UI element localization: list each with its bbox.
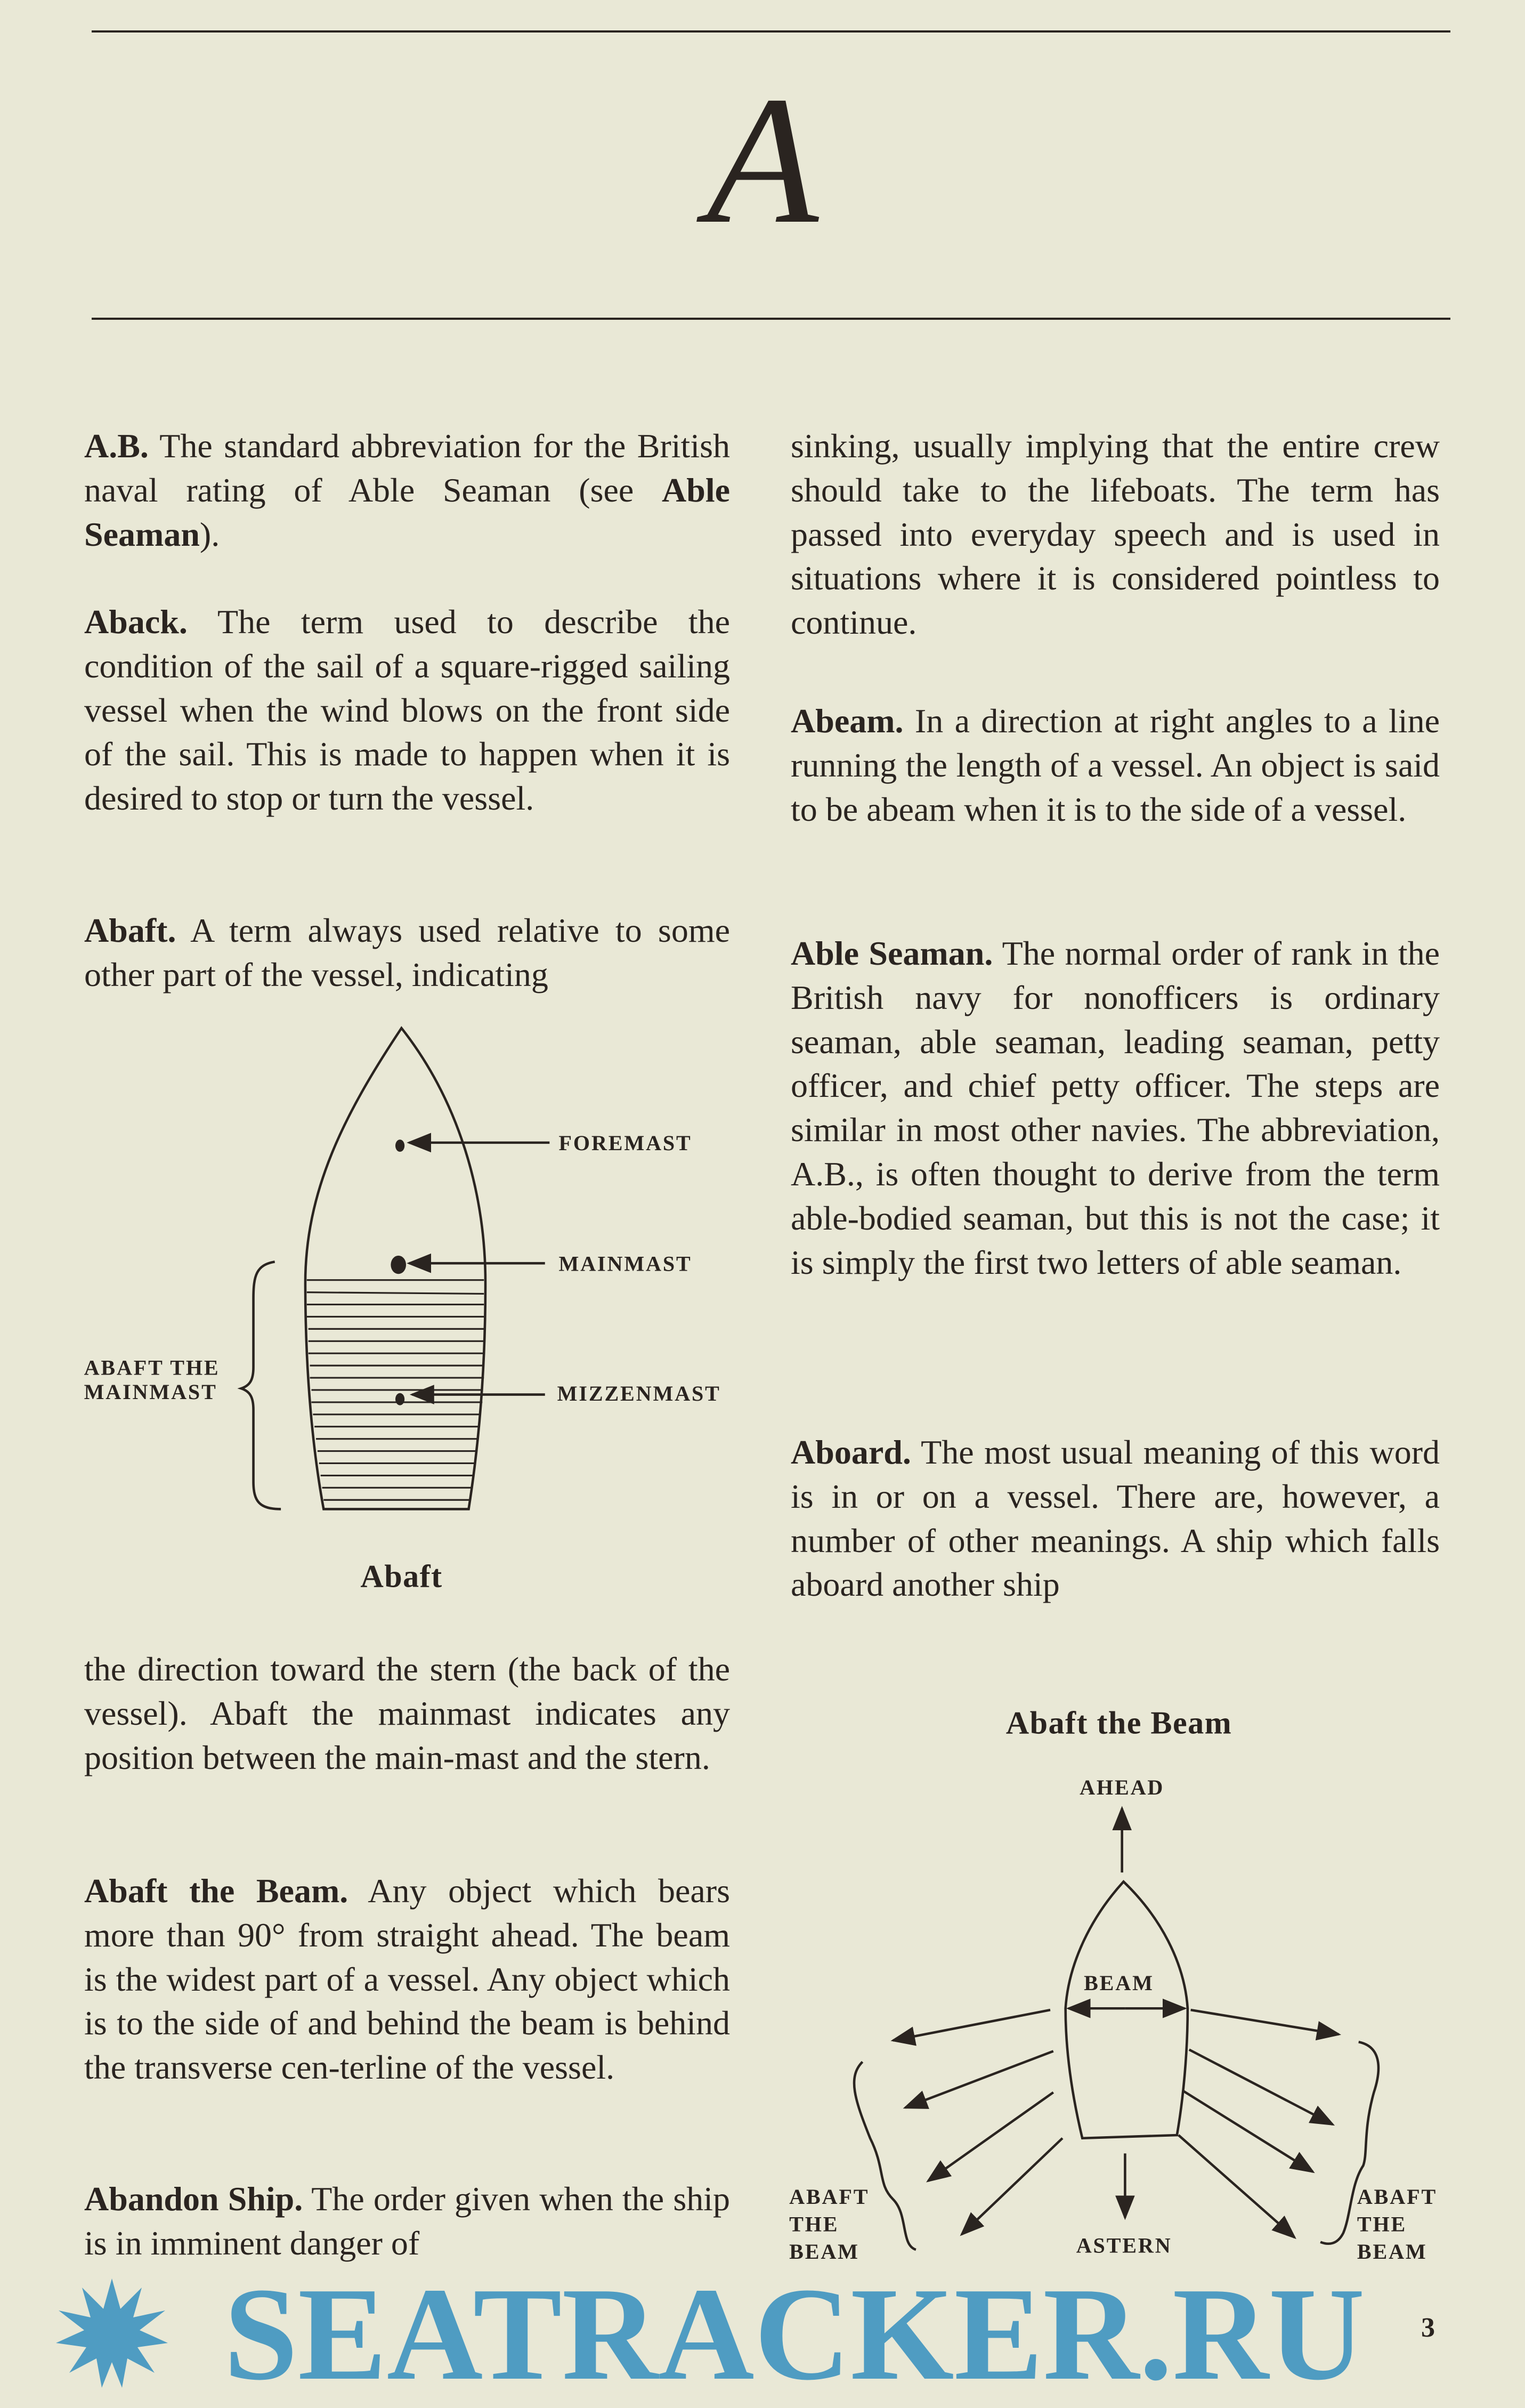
entry-term: Aboard. xyxy=(791,1433,911,1471)
beam-hull-outline xyxy=(1066,1881,1188,2138)
entry-text: The standard abbreviation for the British naval rating of Able Seaman (see xyxy=(84,427,730,509)
entry-ab xyxy=(84,424,730,556)
entry-reference: Able Seaman xyxy=(84,471,730,553)
watermark-logo: SEATRACKER.RU xyxy=(224,2260,1365,2408)
label-ahead: AHEAD xyxy=(1080,1775,1165,1800)
section-letter: A xyxy=(706,59,819,262)
entry-text: The order given when the ship is in imminent danger of xyxy=(84,2180,731,2262)
label-beam-right: BEAM xyxy=(1357,2240,1427,2264)
entry-text: the direction toward the stern (the back of the vessel). Abaft the mainmast indicates any position between the main-mast and the stern. xyxy=(84,1650,730,1776)
entry-text: The normal order of rank in the British navy for nonofficers is ordinary seaman, able seaman, leading seaman, petty officer, and chief petty officer. The steps are similar in most other navies. The abbreviation, A.B., is often thought to derive from the term able-bodied seaman, but this is not the case; it is simply the first two letters of able seaman. xyxy=(791,934,1440,1281)
top-rule xyxy=(92,30,1450,33)
label-the-left: THE xyxy=(789,2212,839,2236)
entry-term: Abaft the Beam. xyxy=(84,1872,348,1910)
entry-term: Able Seaman. xyxy=(791,934,993,972)
entry-abandon-ship xyxy=(84,2177,730,2266)
watermark-starburst-icon xyxy=(32,2276,192,2393)
entry-text: In a direction at right angles to a line running the length of a vessel. An object is said to be abeam when it is to the side of a vessel. xyxy=(791,702,1440,828)
entry-term: Aback. xyxy=(84,603,188,641)
brace xyxy=(241,1262,281,1509)
page-number: 3 xyxy=(1421,2313,1435,2343)
entry-abaft-the-beam xyxy=(84,1869,730,2090)
entry-text: The most usual meaning of this word is in or on a vessel. There are, however, a number of other meanings. A ship which falls aboard another ship xyxy=(791,1433,1440,1604)
foremast-dot xyxy=(395,1140,404,1152)
label-the-right: THE xyxy=(1357,2212,1407,2236)
brace-left xyxy=(854,2062,916,2250)
entry-text: A term always used relative to some other part of the vessel, indicating xyxy=(84,911,730,993)
label-mainmast: MAINMAST xyxy=(558,1251,692,1276)
entry-abeam xyxy=(791,699,1440,831)
hull-hatching xyxy=(307,1280,484,1500)
abaft-the-beam-diagram xyxy=(789,1706,1437,2264)
entry-text: Any object which bears more than 90° from straight ahead. The beam is the widest part of a vessel. Any object which is to the side of and behind the beam is behind the transverse cen-terline of the vessel. xyxy=(84,1872,731,2087)
entry-term: Abandon Ship. xyxy=(84,2180,303,2218)
entry-text: sinking, usually implying that the entire crew should take to the lifeboats. The term has passed into everyday speech and is used in situations where it is considered pointless to continue. xyxy=(791,427,1440,642)
bearing-arrows xyxy=(893,2010,1339,2237)
entry-abaft-cont xyxy=(84,1647,730,1780)
entry-term: Abaft. xyxy=(84,911,176,949)
abaft-diagram xyxy=(84,1028,721,1595)
label-abaft-left: ABAFT xyxy=(789,2184,870,2209)
label-mizzenmast: MIZZENMAST xyxy=(557,1381,721,1406)
entry-aback xyxy=(84,600,730,821)
label-mainmast-region: MAINMAST xyxy=(84,1380,217,1404)
mainmast-dot xyxy=(391,1256,406,1274)
label-foremast: FOREMAST xyxy=(558,1131,692,1155)
entry-abandon-cont xyxy=(791,424,1440,645)
entry-aboard xyxy=(791,1431,1440,1607)
entry-abaft xyxy=(84,909,730,997)
figure-caption-beam: Abaft the Beam xyxy=(1005,1705,1232,1741)
label-astern: ASTERN xyxy=(1076,2233,1172,2258)
mizzenmast-dot xyxy=(395,1393,404,1405)
figure-caption-abaft: Abaft xyxy=(360,1558,443,1595)
entry-able-seaman xyxy=(791,932,1440,1284)
header-rule xyxy=(92,318,1450,320)
label-beam: BEAM xyxy=(1084,1970,1154,1995)
label-abaft-the: ABAFT THE xyxy=(84,1355,220,1380)
entry-term: A.B. xyxy=(84,427,149,465)
entry-text: The term used to describe the condition of the sail of a square-rigged sailing vessel when the wind blows on the front side of the sail. This is made to happen when it is desired to stop or turn the vessel. xyxy=(84,603,730,818)
entry-text: ). xyxy=(199,515,220,553)
entry-term: Abeam. xyxy=(791,702,904,740)
label-beam-left: BEAM xyxy=(789,2240,859,2264)
label-abaft-right: ABAFT xyxy=(1357,2184,1438,2209)
